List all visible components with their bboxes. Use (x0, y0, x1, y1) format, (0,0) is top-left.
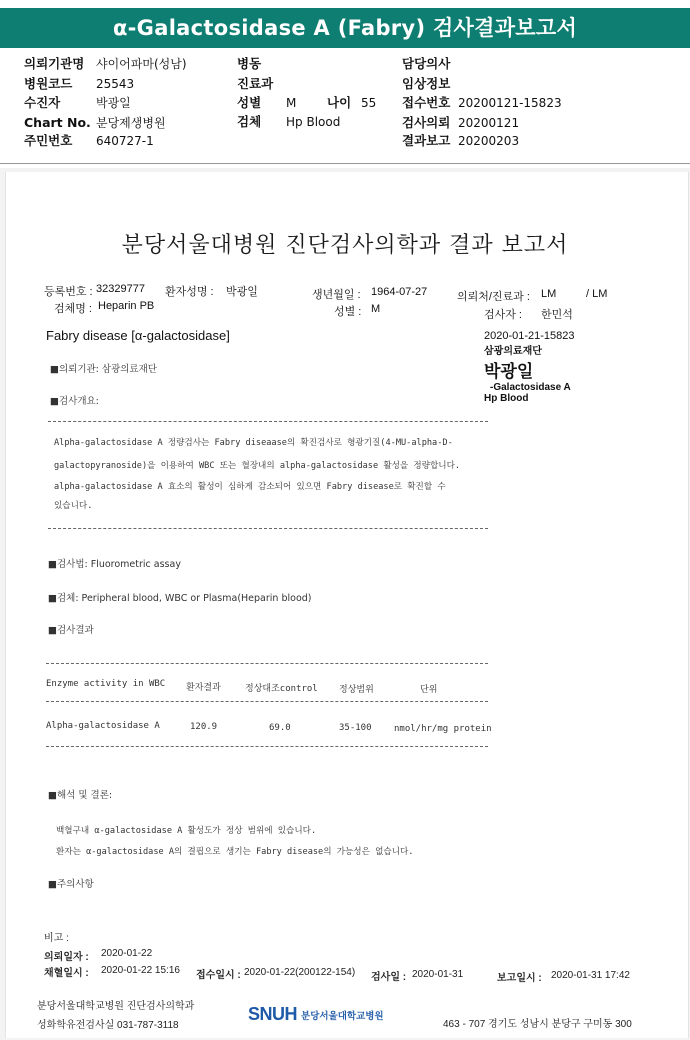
meta-label: 수진자 (24, 95, 61, 110)
meta-value: 55 (361, 96, 377, 110)
table-header: Enzyme activity in WBC (46, 679, 166, 689)
dept-label: 의뢰처/진료과 : (457, 291, 530, 303)
meta-label: 임상정보 (402, 76, 451, 91)
meta-value: 640727-1 (96, 134, 154, 148)
footer-dept: 분당서울대학교병원 진단검사의학과 (37, 1001, 195, 1012)
notes-title: ■주의사항 (48, 879, 94, 890)
snuh-logo (248, 1004, 384, 1025)
specimen: Heparin PB (98, 300, 155, 312)
table-header: 환자결과 (186, 683, 221, 693)
meta-label: 병동 (237, 56, 262, 71)
test-date: 2020-01-31 (412, 969, 464, 980)
receipt: 2020-01-22(200122-154) (244, 967, 356, 978)
report-date-label: 보고일시 : (497, 973, 542, 984)
method: ■검사법: Fluorometric assay (48, 559, 181, 570)
interpretation-title: ■해석 및 결론: (48, 790, 113, 801)
dob-label: 생년월일 : (312, 289, 361, 301)
snuh-logo-name: 분당서울대학교병원 (301, 1010, 384, 1022)
overview-line: alpha-galactosidase A 효소의 활성이 심하게 감소되어 있으면 Fabry disease로 확진할 수 (54, 482, 446, 492)
meta-value: 박광일 (96, 96, 131, 110)
meta-value: Hp Blood (286, 115, 341, 129)
collect-date: 2020-01-22 15:16 (101, 965, 180, 976)
examiner-label: 검사자 : (484, 309, 522, 321)
dashed-rule (46, 746, 488, 747)
meta-label: 성별 (237, 95, 262, 110)
overview-title: ■검사개요: (50, 396, 99, 407)
meta-value: M (286, 96, 297, 110)
snuh-logo-mark: SNUH (248, 1004, 298, 1024)
table-cell: 120.9 (190, 722, 218, 732)
receipt-label: 접수일시 : (196, 970, 241, 981)
sample: ■검체: Peripheral blood, WBC or Plasma(Heparin blood) (48, 593, 312, 604)
meta-value: 20200121 (458, 116, 520, 130)
specimen-sticker (484, 330, 614, 404)
meta-label: 병원코드 (24, 76, 73, 91)
report-date: 2020-01-31 17:42 (551, 970, 630, 981)
request-date: 2020-01-22 (101, 948, 153, 959)
meta-label: 결과보고 (402, 133, 451, 148)
meta-label: 검사의뢰 (402, 115, 451, 130)
divider (0, 163, 690, 164)
table-cell: 69.0 (269, 723, 291, 733)
table-cell: 35-100 (339, 723, 372, 733)
overview-line: Alpha-galactosidase A 정량검사는 Fabry diseaase의 확진검사로 형광기질(4-MU-alpha-D- (54, 438, 453, 448)
meta-value: 샤이어파마(성남) (96, 57, 187, 71)
meta-value: 20200121-15823 (458, 96, 562, 110)
dashed-rule (48, 421, 488, 422)
dept-sep: / LM (586, 288, 608, 300)
meta-label: 검체 (237, 114, 262, 129)
sex-label: 성별 : (334, 306, 362, 318)
meta-value: 25543 (96, 77, 135, 91)
reg-no: 32329777 (96, 283, 145, 295)
sticker-test: -Galactosidase A (490, 382, 571, 393)
scanned-report-title: 분당서울대병원 진단검사의학과 결과 보고서 (121, 233, 569, 258)
examiner: 한민석 (541, 309, 573, 321)
report-title-bar (0, 8, 690, 48)
meta-label: 접수번호 (402, 95, 451, 110)
interpretation-line: 백혈구내 α-galactosidase A 활성도가 정상 범위에 있습니다. (56, 826, 317, 836)
section-title: Fabry disease [α-galactosidase] (46, 328, 230, 343)
meta-value: 분당제생병원 (96, 116, 166, 130)
dept: LM (541, 288, 557, 300)
table-header: 정상범위 (339, 685, 374, 695)
dashed-rule (46, 701, 488, 702)
table-cell: Alpha-galactosidase A (46, 721, 160, 731)
table-header: 정상대조control (245, 684, 318, 694)
overview-line: 있습니다. (54, 501, 93, 511)
remarks-label: 비고 : (44, 933, 69, 944)
report-title: α-Galactosidase A (Fabry) 검사결과보고서 (112, 16, 578, 40)
sex: M (371, 303, 381, 315)
interpretation-line: 환자는 α-galactosidase A의 결핍으로 생기는 Fabry disease의 가능성은 없습니다. (56, 847, 414, 857)
sticker-id: 2020-01-21-15823 (484, 330, 575, 342)
specimen-label: 검체명 : (54, 303, 92, 315)
patient-label: 환자성명 : (165, 286, 214, 298)
address: 463 - 707 경기도 성남시 분당구 구미동 300 (443, 1019, 632, 1030)
institution: ■의뢰기관: 삼광의료재단 (50, 364, 157, 375)
table-cell: nmol/hr/mg protein (394, 724, 492, 734)
meta-label: 나이 (327, 95, 352, 110)
collect-date-label: 채혈일시 : (44, 968, 89, 979)
overview-line: galactopyranoside)을 이용하여 WBC 또는 혈장내의 alpha-galactosidase 활성을 정량합니다. (54, 461, 461, 471)
meta-label: 의뢰기관명 (24, 56, 85, 71)
request-date-label: 의뢰일자 : (44, 952, 89, 963)
meta-label: 진료과 (237, 76, 274, 91)
test-date-label: 검사일 : (371, 972, 407, 983)
reg-label: 등록번호 : (44, 286, 93, 298)
patient-name: 박광일 (226, 286, 258, 298)
footer-lab: 성화학유전검사실 031-787-3118 (37, 1020, 179, 1031)
dashed-rule (48, 528, 488, 529)
dob: 1964-07-27 (371, 286, 428, 298)
sticker-org: 삼광의료재단 (484, 346, 542, 357)
sticker-specimen: Hp Blood (484, 393, 529, 404)
sticker-name: 박광일 (484, 362, 534, 381)
meta-value: 20200203 (458, 134, 520, 148)
dashed-rule (46, 663, 488, 664)
meta-label: 주민번호 (24, 133, 73, 148)
meta-label: 담당의사 (402, 56, 451, 71)
table-header: 단위 (420, 685, 438, 695)
meta-label: Chart No. (24, 115, 91, 130)
result-title: ■검사결과 (48, 625, 94, 636)
